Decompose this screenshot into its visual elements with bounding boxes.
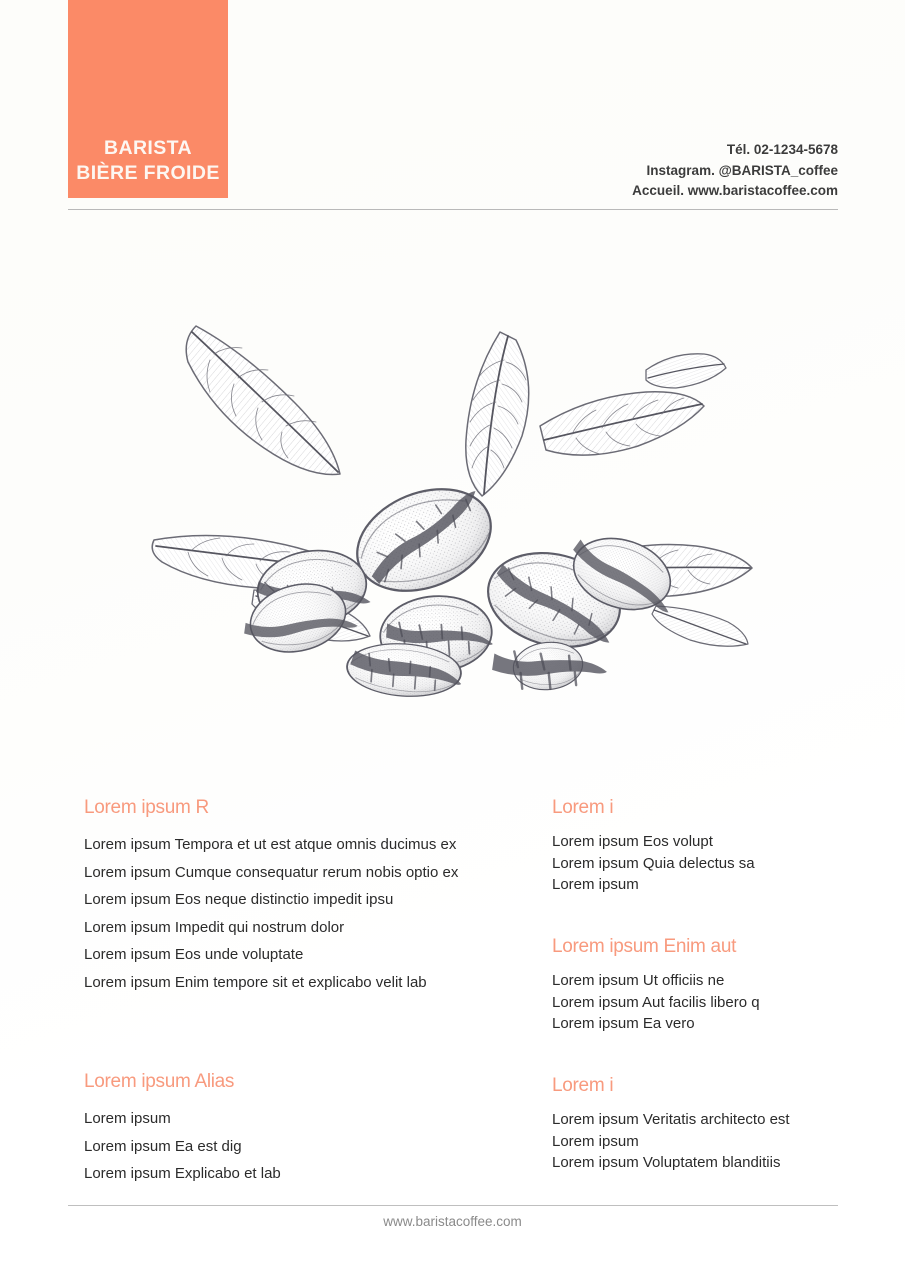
brand-name-line1: BARISTA [103, 137, 193, 159]
section-heading: Lorem i [552, 797, 614, 818]
menu-item: Lorem ipsum Voluptatem blanditiis [552, 1154, 781, 1171]
menu-item: Lorem ipsum [84, 1110, 171, 1127]
menu-section [552, 1073, 790, 1174]
section-heading: Lorem ipsum Alias [84, 1071, 235, 1092]
menu-item: Lorem ipsum Explicabo et lab [84, 1165, 281, 1182]
brand-name-line2: BIÈRE FROIDE [76, 162, 220, 184]
section-heading: Lorem i [552, 1075, 614, 1096]
menu-item: Lorem ipsum Enim tempore sit et explicabo velit lab [84, 973, 427, 991]
menu-section [84, 795, 458, 996]
menu-item: Lorem ipsum Impedit qui nostrum dolor [84, 918, 345, 936]
menu-item: Lorem ipsum Tempora et ut est atque omnis ducimus ex [84, 836, 457, 853]
menu-section [552, 934, 760, 1035]
menu-item: Lorem ipsum Aut facilis libero q [552, 993, 760, 1011]
section-heading: Lorem ipsum Enim aut [552, 936, 737, 957]
contact-phone: Tél. 02-1234-5678 [726, 142, 838, 157]
section-item-list [84, 1105, 281, 1188]
section-heading: Lorem ipsum R [84, 797, 209, 818]
section-item-list [552, 1109, 790, 1174]
menu-item: Lorem ipsum [552, 1132, 639, 1150]
footer-divider [68, 1205, 838, 1206]
coffee-beans-illustration [148, 318, 758, 718]
menu-item: Lorem ipsum Quia delectus sa [552, 854, 755, 872]
contact-info [632, 140, 838, 202]
menu-item: Lorem ipsum Eos unde voluptate [84, 946, 304, 963]
contact-website: Accueil. www.baristacoffee.com [632, 183, 838, 198]
menu-item: Lorem ipsum Eos neque distinctio impedit ipsu [84, 891, 394, 908]
contact-instagram: Instagram. @BARISTA_coffee [646, 162, 838, 178]
menu-item: Lorem ipsum [552, 876, 639, 893]
menu-item: Lorem ipsum Ut officiis ne [552, 972, 725, 989]
section-item-list [84, 831, 458, 996]
menu-item: Lorem ipsum Cumque consequatur rerum nobis optio ex [84, 863, 459, 881]
menu-item: Lorem ipsum Ea vero [552, 1015, 695, 1032]
menu-section [552, 795, 755, 896]
header-divider [68, 209, 838, 210]
menu-item: Lorem ipsum Eos volupt [552, 833, 713, 850]
section-item-list [552, 831, 755, 896]
menu-item: Lorem ipsum Veritatis architecto est [552, 1111, 790, 1128]
menu-item: Lorem ipsum Ea est dig [84, 1137, 242, 1155]
footer-website: www.baristacoffee.com [383, 1214, 522, 1229]
menu-section [84, 1069, 281, 1188]
brand-logo-block [68, 0, 228, 198]
section-item-list [552, 970, 760, 1035]
